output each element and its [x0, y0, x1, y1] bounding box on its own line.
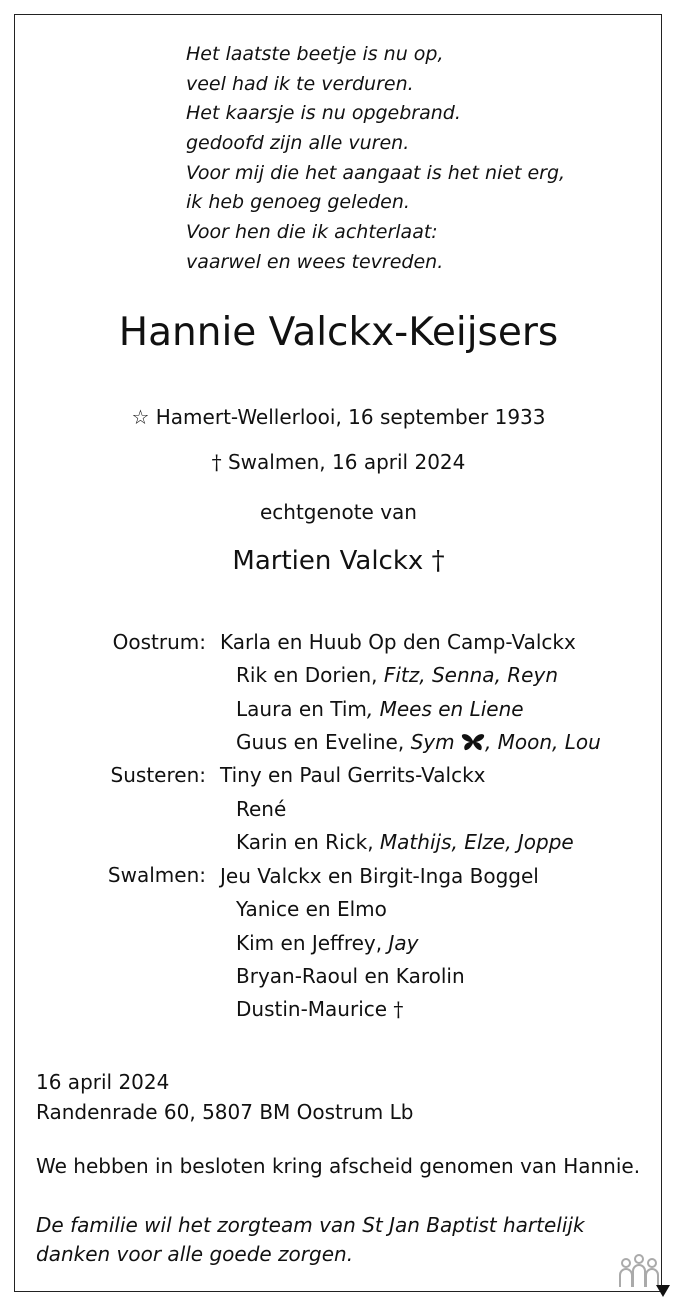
- death-details: Swalmen, 16 april 2024: [227, 450, 466, 474]
- spouse-name: Martien Valckx: [232, 546, 424, 576]
- family-head: Jeu Valckx en Birgit-Inga Boggel: [220, 864, 539, 888]
- family-row: René: [236, 797, 287, 821]
- down-arrow-icon[interactable]: [656, 1285, 670, 1297]
- place-label-swalmen: Swalmen:: [107, 863, 206, 887]
- family-names: Dustin-Maurice: [236, 997, 388, 1021]
- deceased-name: Hannie Valckx-Keijsers: [118, 310, 559, 355]
- grandchildren-names: Mathijs, Elze, Joppe: [379, 830, 574, 854]
- grandchildren-names: Sym: [410, 730, 455, 754]
- grandchildren-names: , Moon, Lou: [484, 730, 601, 754]
- poem: [186, 40, 565, 278]
- family-names: Kim en Jeffrey,: [236, 931, 389, 955]
- poem-line: veel had ik te verduren.: [186, 72, 414, 95]
- birth-line: [0, 405, 677, 429]
- family-row: [236, 730, 601, 756]
- grandchildren-names: Fitz, Senna, Reyn: [383, 663, 558, 687]
- place-label-oostrum: Oostrum:: [112, 630, 206, 654]
- family-row: Bryan-Raoul en Karolin: [236, 964, 465, 988]
- cross-icon: †: [431, 546, 445, 576]
- family-names: Karin en Rick,: [236, 830, 380, 854]
- notice-date: 16 april 2024: [36, 1070, 170, 1094]
- death-line: [0, 450, 677, 474]
- family-row: [236, 663, 558, 687]
- family-names: Rik en Dorien,: [236, 663, 384, 687]
- spouse-line: [0, 546, 677, 576]
- grandchildren-names: Jay: [388, 931, 419, 955]
- family-row: [236, 997, 403, 1021]
- poem-line: gedoofd zijn alle vuren.: [186, 132, 410, 155]
- place-label-susteren: Susteren:: [110, 763, 206, 787]
- farewell-text: We hebben in besloten kring afscheid genomen van Hannie.: [36, 1154, 641, 1178]
- grandchildren-names: , Mees en Liene: [366, 697, 524, 721]
- family-names: Guus en Eveline,: [236, 730, 411, 754]
- spouse-relation: echtgenote van: [259, 500, 417, 524]
- family-head: Tiny en Paul Gerrits-Valckx: [220, 763, 486, 787]
- family-head: Karla en Huub Op den Camp-Valckx: [220, 630, 576, 654]
- cross-icon: †: [393, 997, 404, 1021]
- star-icon: ☆: [131, 405, 150, 429]
- family-names: Laura en Tim: [236, 697, 367, 721]
- poem-line: Het kaarsje is nu opgebrand.: [186, 102, 461, 125]
- family-row: Yanice en Elmo: [236, 897, 387, 921]
- thanks-text: De familie wil het zorgteam van St Jan Baptist hartelijk: [36, 1213, 585, 1237]
- butterfly-icon: [461, 732, 485, 756]
- family-row: [236, 697, 524, 721]
- poem-line: Voor mij die het aangaat is het niet erg,: [186, 161, 566, 184]
- birth-details: Hamert-Wellerlooi, 16 september 1933: [155, 405, 546, 429]
- poem-line: Voor hen die ik achterlaat:: [186, 221, 438, 244]
- family-row: [236, 830, 574, 854]
- poem-line: ik heb genoeg geleden.: [186, 191, 410, 214]
- address: Randenrade 60, 5807 BM Oostrum Lb: [36, 1100, 414, 1124]
- poem-line: Het laatste beetje is nu op,: [186, 43, 444, 65]
- family-row: [236, 931, 418, 955]
- cross-icon: †: [211, 450, 222, 474]
- poem-line: vaarwel en wees tevreden.: [186, 250, 444, 273]
- thanks-text: danken voor alle goede zorgen.: [36, 1242, 354, 1266]
